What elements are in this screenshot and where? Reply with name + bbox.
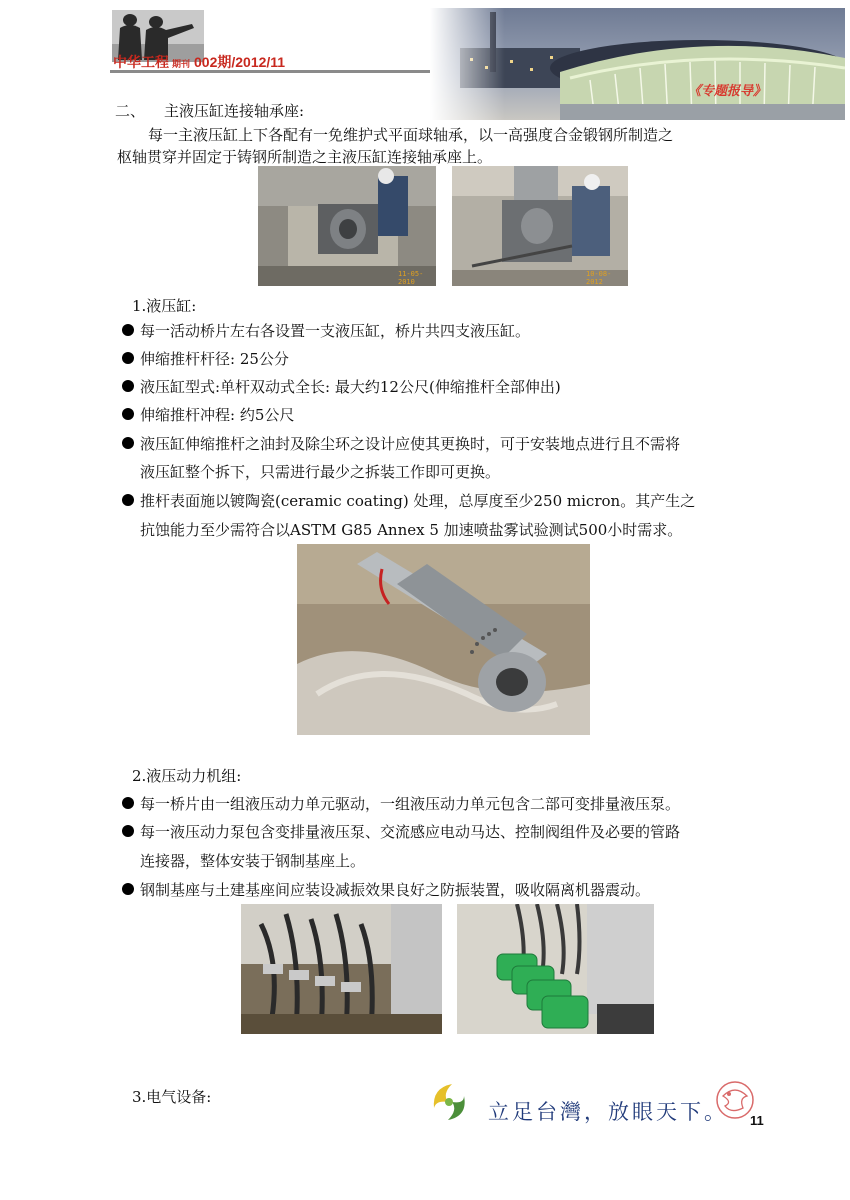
- item1-bullet-5-line2: 液压缸整个拆下，只需进行最少之拆装工作即可更换。: [140, 463, 501, 481]
- header-stadium-photo: [430, 8, 845, 120]
- item1-title: 1.液压缸:: [132, 297, 197, 315]
- bullet-dot: [122, 380, 134, 392]
- header-rule: [110, 70, 440, 73]
- bullet-dot: [122, 324, 134, 336]
- page-number: 11: [750, 1113, 764, 1128]
- item2-bullet-2-line1: 每一液压动力泵包含变排量液压泵、交流感应电动马达、控制阀组件及必要的管路: [140, 823, 681, 841]
- footer-slogan: 立足台灣，放眼天下。: [488, 1100, 728, 1124]
- hydraulic-cylinder-photo: [297, 544, 590, 735]
- section-heading-number: 二、: [115, 102, 146, 120]
- company-logo-icon: [424, 1078, 474, 1126]
- photo-date-stamp: 11-05-2010: [398, 270, 424, 286]
- item3-title: 3.电气设备:: [132, 1088, 212, 1106]
- item1-bullet-2: 伸缩推杆杆径: 25公分: [140, 350, 289, 368]
- section-heading: 主液压缸连接轴承座:: [164, 102, 305, 120]
- item2-title: 2.液压动力机组:: [132, 767, 242, 785]
- item1-bullet-4: 伸缩推杆冲程: 约5公尺: [140, 406, 295, 424]
- item2-bullet-2-line2: 连接器，整体安装于钢制基座上。: [140, 852, 366, 870]
- paragraph-line-1: 每一主液压缸上下各配有一免维护式平面球轴承，以一高强度合金锻钢所制造之: [148, 126, 674, 144]
- item2-bullet-3: 钢制基座与土建基座间应装设减振效果良好之防振装置，吸收隔离机器震动。: [140, 881, 651, 899]
- paragraph-line-2: 枢轴贯穿并固定于铸钢所制造之主液压缸连接轴承座上。: [117, 148, 493, 166]
- power-unit-photo-2: [457, 904, 654, 1034]
- bullet-dot: [122, 408, 134, 420]
- bullet-dot: [122, 797, 134, 809]
- bullet-dot: [122, 825, 134, 837]
- item1-bullet-5-line1: 液压缸伸缩推杆之油封及除尘环之设计应使其更换时，可于安装地点进行且不需将: [140, 435, 681, 453]
- bullet-dot: [122, 437, 134, 449]
- item1-bullet-6-line2: 抗蚀能力至少需符合以ASTM G85 Annex 5 加速喷盐雾试验测试500小时需求。: [140, 521, 683, 539]
- item1-bullet-1: 每一活动桥片左右各设置一支液压缸，桥片共四支液压缸。: [140, 322, 531, 340]
- bullet-dot: [122, 883, 134, 895]
- section-label: 《专题报导》: [688, 83, 767, 98]
- bullet-dot: [122, 494, 134, 506]
- photo-date-stamp: 10-08-2012: [586, 270, 612, 286]
- bearing-seat-photo-1: [258, 166, 436, 286]
- power-unit-photo-1: [241, 904, 442, 1034]
- item2-bullet-1: 每一桥片由一组液压动力单元驱动，一组液压动力单元包含二部可变排量液压泵。: [140, 795, 681, 813]
- item1-bullet-3: 液压缸型式:单杆双动式全长: 最大约12公尺(伸缩推杆全部伸出): [140, 378, 561, 396]
- magazine-title: 中华工程 期刊 002期/2012/11: [113, 54, 286, 70]
- bearing-seat-photo-2: [452, 166, 628, 286]
- bullet-dot: [122, 352, 134, 364]
- item1-bullet-6-line1: 推杆表面施以镀陶瓷(ceramic coating) 处理，总厚度至少250 micron。其产生之: [140, 492, 696, 510]
